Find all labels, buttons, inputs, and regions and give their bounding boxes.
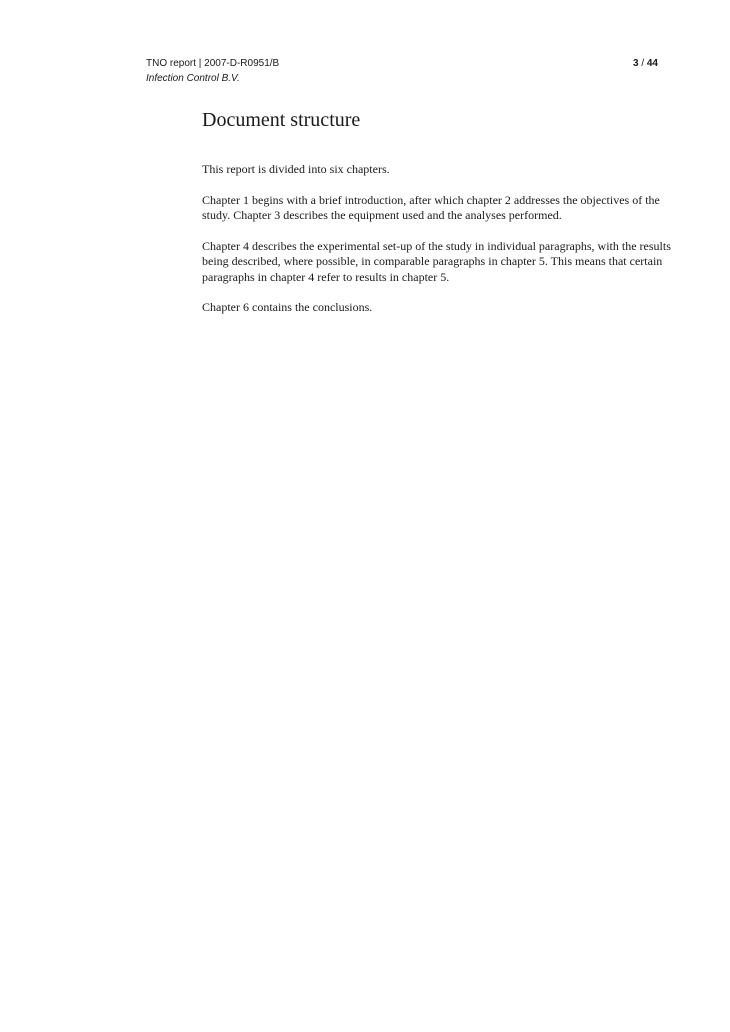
paragraph-chapters-4-5: Chapter 4 describes the experimental set-up of the study in individual paragraphs, with the results being described, where possible, in comparable paragraphs in chapter 5. This means that certain paragraphs in chapter 4 refer to results in chapter 5. [202, 238, 671, 284]
page-total: 44 [646, 58, 658, 69]
running-header [146, 56, 279, 86]
page-current: 3 [632, 58, 639, 69]
document-body [202, 107, 672, 331]
page-separator: / [641, 58, 645, 69]
client-name: Infection Control B.V. [146, 73, 240, 84]
paragraph-chapter-6: Chapter 6 contains the conclusions. [202, 300, 373, 314]
page-number [633, 56, 658, 71]
paragraph-overview: This report is divided into six chapters. [202, 162, 390, 176]
report-id: TNO report | 2007-D-R0951/B [146, 58, 280, 69]
page-title: Document structure [202, 109, 361, 131]
paragraph-chapters-1-3: Chapter 1 begins with a brief introduction, after which chapter 2 addresses the objectives of the study. Chapter 3 describes the equipment used and the analyses performed. [202, 192, 660, 222]
